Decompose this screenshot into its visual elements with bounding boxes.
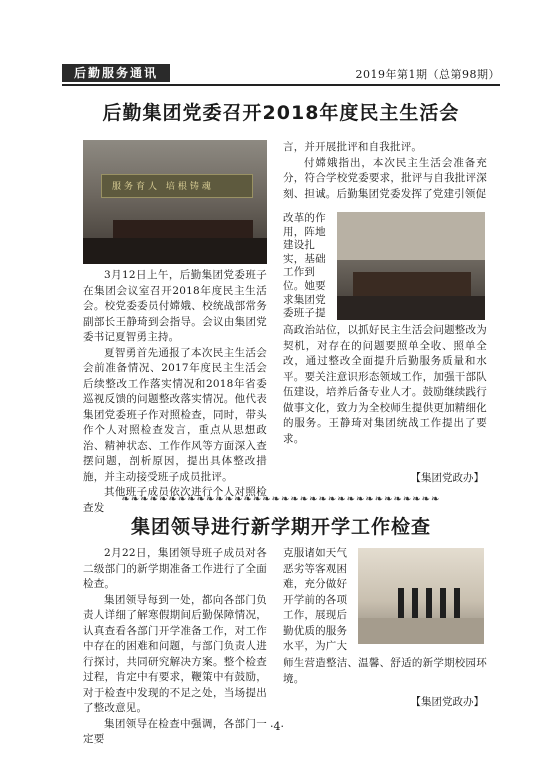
wrap-line: 工作到 xyxy=(283,266,316,279)
photo-banner-text: 服务育人 培根铸魂 xyxy=(112,182,214,192)
photo-floor xyxy=(83,238,267,264)
wrap-line: 克服诸如天气 xyxy=(283,547,348,559)
article2-left-column xyxy=(83,546,267,748)
wrap-line: 实，基础 xyxy=(283,252,326,265)
article1-para: 付嫦娥指出，本次民主生活会准备充分，符合学校党委要求，批评与自我批评深刻、担诚。后勤集团党委发挥了党建引领促 xyxy=(283,156,487,200)
article1-left-column xyxy=(83,268,267,516)
wrap-line: 位。她要 xyxy=(283,279,326,292)
wrap-line: 恶劣等客观困 xyxy=(283,562,348,575)
article2-signature: 【集团党政办】 xyxy=(410,696,484,708)
article2-para: 2月22日，集团领导班子成员对各二级部门的新学期准备工作进行了全面检查。 xyxy=(83,547,267,590)
page-number: ·4· xyxy=(270,720,284,733)
photo-person xyxy=(412,588,418,618)
wrap-line: 委班子提 xyxy=(283,307,326,320)
article1-para: 言，并开展批评和自我批评。 xyxy=(283,141,423,153)
photo-person xyxy=(426,588,432,618)
wrap-line: 建设扎 xyxy=(283,239,316,252)
meeting-photo xyxy=(83,140,267,264)
wrap-line: 工作，展现后 xyxy=(283,609,348,621)
article2-right-column-bottom xyxy=(283,656,487,687)
photo-floor xyxy=(337,296,485,320)
wrap-line: 求集团党 xyxy=(283,293,326,306)
wrap-line: 改革的作 xyxy=(283,212,326,224)
article2-title: 集团领导进行新学期开学工作检查 xyxy=(130,516,431,538)
article1-para: 夏智勇首先通报了本次民主生活会会前准备情况、2017年度民主生活会后续整改工作落实情况和2018年省委巡视反馈的问题整改落实情况。他代表集团党委班子作对照检查，同时，带头作个人对照检查发言，重点从思想政治、精神状态、工作作风等方面深入查摆问题，剖析原因，提出具体整改措施，并主动接受班子成员批评。 xyxy=(83,346,267,483)
photo-floor xyxy=(358,618,484,644)
article2-para: 师生营造整洁、温馨、舒适的新学期校园环境。 xyxy=(283,657,487,685)
photo-table xyxy=(113,220,253,238)
meeting-room-photo xyxy=(337,212,485,320)
article2-para: 集团领导在检查中强调，各部门一定要 xyxy=(83,717,267,745)
article1-para: 高政治站位，以抓好民主生活会问题整改为契机，对存在的问题要照单全收、照单全改，通过整改全面提升后勤服务质量和水平。要关注意识形态领域工作，加强干部队伍建设，培养后备专业人才。鼓励继续践行做事文化，致力为全校师生提供更加精细化的服务。王静琦对集团统战工作提出了要求。 xyxy=(283,324,487,445)
article1-right-column-top xyxy=(283,140,487,202)
article1-para: 3月12日上午，后勤集团党委班子在集团会议室召开2018年度民主生活会。校党委委员付嫦娥、校统战部常务副部长王静琦到会指导。会议由集团党委书记夏智勇主持。 xyxy=(83,269,267,343)
photo-person xyxy=(398,588,404,618)
wrap-line: 用，阵地 xyxy=(283,225,326,238)
wrap-line: 勤优质的服务 xyxy=(283,624,348,637)
wrap-line: 难，充分做好 xyxy=(283,578,348,590)
article1-title: 后勤集团党委召开2018年度民主生活会 xyxy=(102,102,460,124)
photo-wall xyxy=(337,212,485,260)
article1-para: 其他班子成员依次进行个人对照检查发 xyxy=(83,486,267,514)
article2-para: 集团领导每到一处，都向各部门负责人详细了解寒假期间后勤保障情况，认真查看各部门开学准备工作，对工作中存在的困难和问题，与部门负责人进行探讨，共同研究解决方案。整个检查过程，肯定中有要求，鞭策中有鼓励，对于检查中发现的不足之处，当场提出了整改意见。 xyxy=(83,593,267,714)
article1-wrap-text xyxy=(283,212,331,321)
masthead xyxy=(62,64,500,86)
issue-number: 2019年第1期（总第98期） xyxy=(355,68,500,81)
photo-banner xyxy=(101,174,253,198)
article1-right-column-bottom xyxy=(283,323,487,447)
photo-table xyxy=(353,272,471,296)
wrap-line: 开学前的各项 xyxy=(283,593,348,606)
wrap-line: 水平，为广大 xyxy=(283,640,348,652)
photo-person xyxy=(454,588,460,618)
inspection-photo xyxy=(358,548,484,644)
article1-signature: 【集团党政办】 xyxy=(410,472,484,484)
photo-person xyxy=(440,588,446,618)
article2-wrap-text xyxy=(283,546,353,655)
newsletter-name: 后勤服务通讯 xyxy=(62,64,170,82)
section-divider: ❧❧❧❧❧❧❧❧❧❧❧❧❧❧❧❧❧❧❧❧❧❧❧❧❧❧❧❧❧❧❧❧❧❧ xyxy=(121,494,441,505)
